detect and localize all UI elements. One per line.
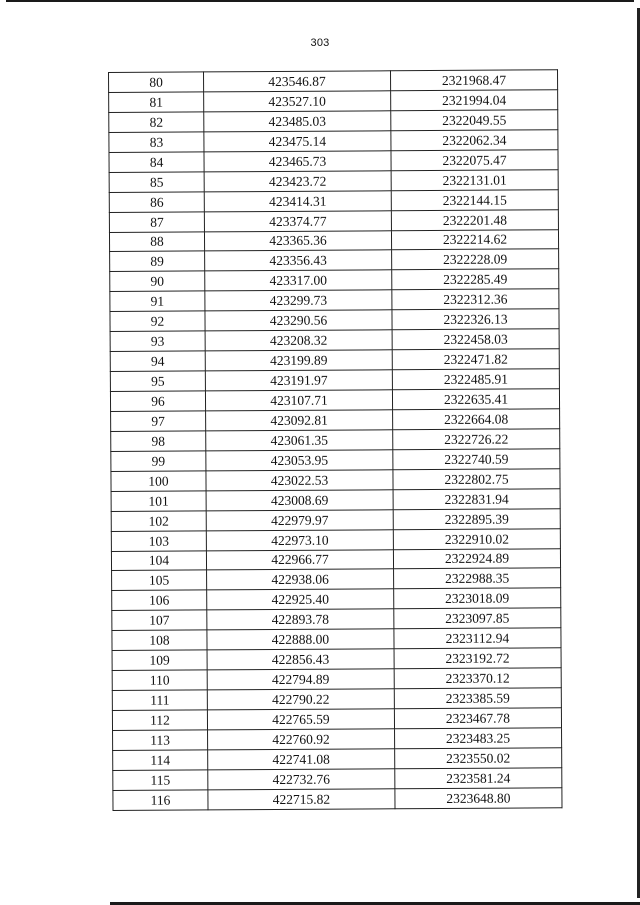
point-id-cell: 106 — [112, 590, 207, 611]
table-row — [113, 768, 562, 791]
y-coordinate-cell: 2322075.47 — [391, 150, 558, 171]
point-id-cell: 107 — [112, 610, 207, 631]
x-coordinate-cell: 423485.03 — [204, 111, 391, 132]
x-coordinate-cell: 422715.82 — [208, 789, 395, 810]
table-row — [111, 508, 560, 531]
table-row — [112, 568, 561, 591]
y-coordinate-cell: 2322214.62 — [391, 229, 558, 250]
table-row — [109, 90, 558, 113]
x-coordinate-cell: 423191.97 — [205, 370, 392, 391]
x-coordinate-cell: 423317.00 — [205, 270, 392, 291]
x-coordinate-cell: 422790.22 — [207, 689, 394, 710]
table-row — [110, 349, 559, 372]
point-id-cell: 91 — [110, 291, 205, 312]
x-coordinate-cell: 423107.71 — [205, 390, 392, 411]
table-row — [110, 269, 559, 292]
x-coordinate-cell: 423475.14 — [204, 131, 391, 152]
y-coordinate-cell: 2323370.12 — [394, 668, 561, 689]
point-id-cell: 92 — [110, 311, 205, 332]
y-coordinate-cell: 2323385.59 — [394, 688, 561, 709]
scan-border-top — [6, 0, 634, 2]
point-id-cell: 114 — [113, 750, 208, 771]
x-coordinate-cell: 422938.06 — [207, 569, 394, 590]
y-coordinate-cell: 2321994.04 — [391, 90, 558, 111]
y-coordinate-cell: 2322635.41 — [392, 389, 559, 410]
point-id-cell: 87 — [109, 211, 204, 232]
point-id-cell: 101 — [111, 491, 206, 512]
y-coordinate-cell: 2322895.39 — [393, 508, 560, 529]
x-coordinate-cell: 422893.78 — [207, 609, 394, 630]
table-row — [110, 369, 559, 392]
x-coordinate-cell: 422979.97 — [206, 509, 393, 530]
y-coordinate-cell: 2322458.03 — [392, 329, 559, 350]
y-coordinate-cell: 2322485.91 — [392, 369, 559, 390]
table-row — [112, 608, 561, 631]
y-coordinate-cell: 2323097.85 — [394, 608, 561, 629]
table-row — [111, 548, 560, 571]
y-coordinate-cell: 2322924.89 — [393, 548, 560, 569]
y-coordinate-cell: 2323581.24 — [395, 768, 562, 789]
point-id-cell: 108 — [112, 630, 207, 651]
point-id-cell: 93 — [110, 331, 205, 352]
x-coordinate-cell: 423053.95 — [206, 450, 393, 471]
point-id-cell: 96 — [110, 391, 205, 412]
point-id-cell: 112 — [112, 710, 207, 731]
point-id-cell: 115 — [113, 770, 208, 791]
point-id-cell: 113 — [113, 730, 208, 751]
table-row — [112, 668, 561, 691]
y-coordinate-cell: 2322049.55 — [391, 110, 558, 131]
y-coordinate-cell: 2322831.94 — [393, 488, 560, 509]
point-id-cell: 116 — [113, 790, 208, 811]
table-row — [109, 209, 558, 232]
table-row — [109, 130, 558, 153]
point-id-cell: 85 — [109, 172, 204, 193]
point-id-cell: 94 — [110, 351, 205, 372]
table-row — [109, 70, 558, 93]
point-id-cell: 84 — [109, 152, 204, 173]
x-coordinate-cell: 423527.10 — [204, 91, 391, 112]
x-coordinate-cell: 423365.36 — [204, 230, 391, 251]
y-coordinate-cell: 2322062.34 — [391, 130, 558, 151]
point-id-cell: 86 — [109, 192, 204, 213]
x-coordinate-cell: 422794.89 — [207, 669, 394, 690]
y-coordinate-cell: 2322988.35 — [394, 568, 561, 589]
point-id-cell: 103 — [111, 530, 206, 551]
y-coordinate-cell: 2323648.80 — [395, 787, 562, 808]
table-row — [112, 708, 561, 731]
y-coordinate-cell: 2322471.82 — [392, 349, 559, 370]
y-coordinate-cell: 2323550.02 — [395, 748, 562, 769]
point-id-cell: 98 — [111, 431, 206, 452]
table-row — [109, 229, 558, 252]
table-row — [111, 488, 560, 511]
x-coordinate-cell: 423022.53 — [206, 470, 393, 491]
x-coordinate-cell: 423374.77 — [204, 210, 391, 231]
table-row — [112, 628, 561, 651]
table-row — [109, 169, 558, 192]
table-row — [111, 449, 560, 472]
point-id-cell: 83 — [109, 132, 204, 153]
table-row — [112, 648, 561, 671]
y-coordinate-cell: 2322740.59 — [393, 449, 560, 470]
table-row — [111, 429, 560, 452]
y-coordinate-cell: 2322726.22 — [393, 429, 560, 450]
x-coordinate-cell: 422760.92 — [208, 729, 395, 750]
y-coordinate-cell: 2321968.47 — [390, 70, 557, 91]
x-coordinate-cell: 422966.77 — [206, 549, 393, 570]
x-coordinate-cell: 422888.00 — [207, 629, 394, 650]
x-coordinate-cell: 423546.87 — [204, 71, 391, 92]
point-id-cell: 110 — [112, 670, 207, 691]
y-coordinate-cell: 2322201.48 — [391, 209, 558, 230]
x-coordinate-cell: 422765.59 — [207, 709, 394, 730]
y-coordinate-cell: 2322910.02 — [393, 528, 560, 549]
y-coordinate-cell: 2323192.72 — [394, 648, 561, 669]
table-row — [110, 329, 559, 352]
point-id-cell: 105 — [112, 570, 207, 591]
x-coordinate-cell: 422856.43 — [207, 649, 394, 670]
y-coordinate-cell: 2323467.78 — [394, 708, 561, 729]
table-row — [113, 748, 562, 771]
y-coordinate-cell: 2322802.75 — [393, 468, 560, 489]
page-number: 303 — [310, 37, 330, 49]
table-row — [109, 110, 558, 133]
point-id-cell: 89 — [110, 251, 205, 272]
point-id-cell: 88 — [109, 231, 204, 252]
table-row — [110, 309, 559, 332]
table-row — [113, 787, 562, 810]
x-coordinate-cell: 422741.08 — [208, 749, 395, 770]
x-coordinate-cell: 423199.89 — [205, 350, 392, 371]
table-row — [111, 528, 560, 551]
point-id-cell: 80 — [109, 72, 204, 93]
x-coordinate-cell: 423092.81 — [206, 410, 393, 431]
y-coordinate-cell: 2322228.09 — [392, 249, 559, 270]
point-id-cell: 111 — [112, 690, 207, 711]
table-row — [109, 189, 558, 212]
table-row — [109, 150, 558, 173]
x-coordinate-cell: 423061.35 — [206, 430, 393, 451]
x-coordinate-cell: 423465.73 — [204, 151, 391, 172]
point-id-cell: 99 — [111, 451, 206, 472]
x-coordinate-cell: 423423.72 — [204, 170, 391, 191]
table-row — [111, 409, 560, 432]
y-coordinate-cell: 2323112.94 — [394, 628, 561, 649]
point-id-cell: 102 — [111, 511, 206, 532]
x-coordinate-cell: 423008.69 — [206, 489, 393, 510]
x-coordinate-cell: 422732.76 — [208, 769, 395, 790]
x-coordinate-cell: 422973.10 — [206, 529, 393, 550]
table-row — [110, 389, 559, 412]
x-coordinate-cell: 423356.43 — [205, 250, 392, 271]
coordinate-table — [108, 69, 563, 810]
y-coordinate-cell: 2322312.36 — [392, 289, 559, 310]
point-id-cell: 90 — [110, 271, 205, 292]
point-id-cell: 81 — [109, 92, 204, 113]
point-id-cell: 109 — [112, 650, 207, 671]
y-coordinate-cell: 2323483.25 — [395, 728, 562, 749]
x-coordinate-cell: 423414.31 — [204, 190, 391, 211]
table-row — [111, 468, 560, 491]
x-coordinate-cell: 423208.32 — [205, 330, 392, 351]
point-id-cell: 100 — [111, 471, 206, 492]
y-coordinate-cell: 2322131.01 — [391, 169, 558, 190]
point-id-cell: 104 — [111, 550, 206, 571]
table-row — [112, 688, 561, 711]
point-id-cell: 95 — [110, 371, 205, 392]
x-coordinate-cell: 423290.56 — [205, 310, 392, 331]
table-row — [110, 289, 559, 312]
y-coordinate-cell: 2322144.15 — [391, 189, 558, 210]
table-row — [112, 588, 561, 611]
point-id-cell: 82 — [109, 112, 204, 133]
point-id-cell: 97 — [111, 411, 206, 432]
y-coordinate-cell: 2322326.13 — [392, 309, 559, 330]
y-coordinate-cell: 2322285.49 — [392, 269, 559, 290]
y-coordinate-cell: 2323018.09 — [394, 588, 561, 609]
y-coordinate-cell: 2322664.08 — [393, 409, 560, 430]
coordinate-table-body — [109, 70, 562, 810]
x-coordinate-cell: 422925.40 — [207, 589, 394, 610]
table-row — [110, 249, 559, 272]
table-row — [113, 728, 562, 751]
x-coordinate-cell: 423299.73 — [205, 290, 392, 311]
